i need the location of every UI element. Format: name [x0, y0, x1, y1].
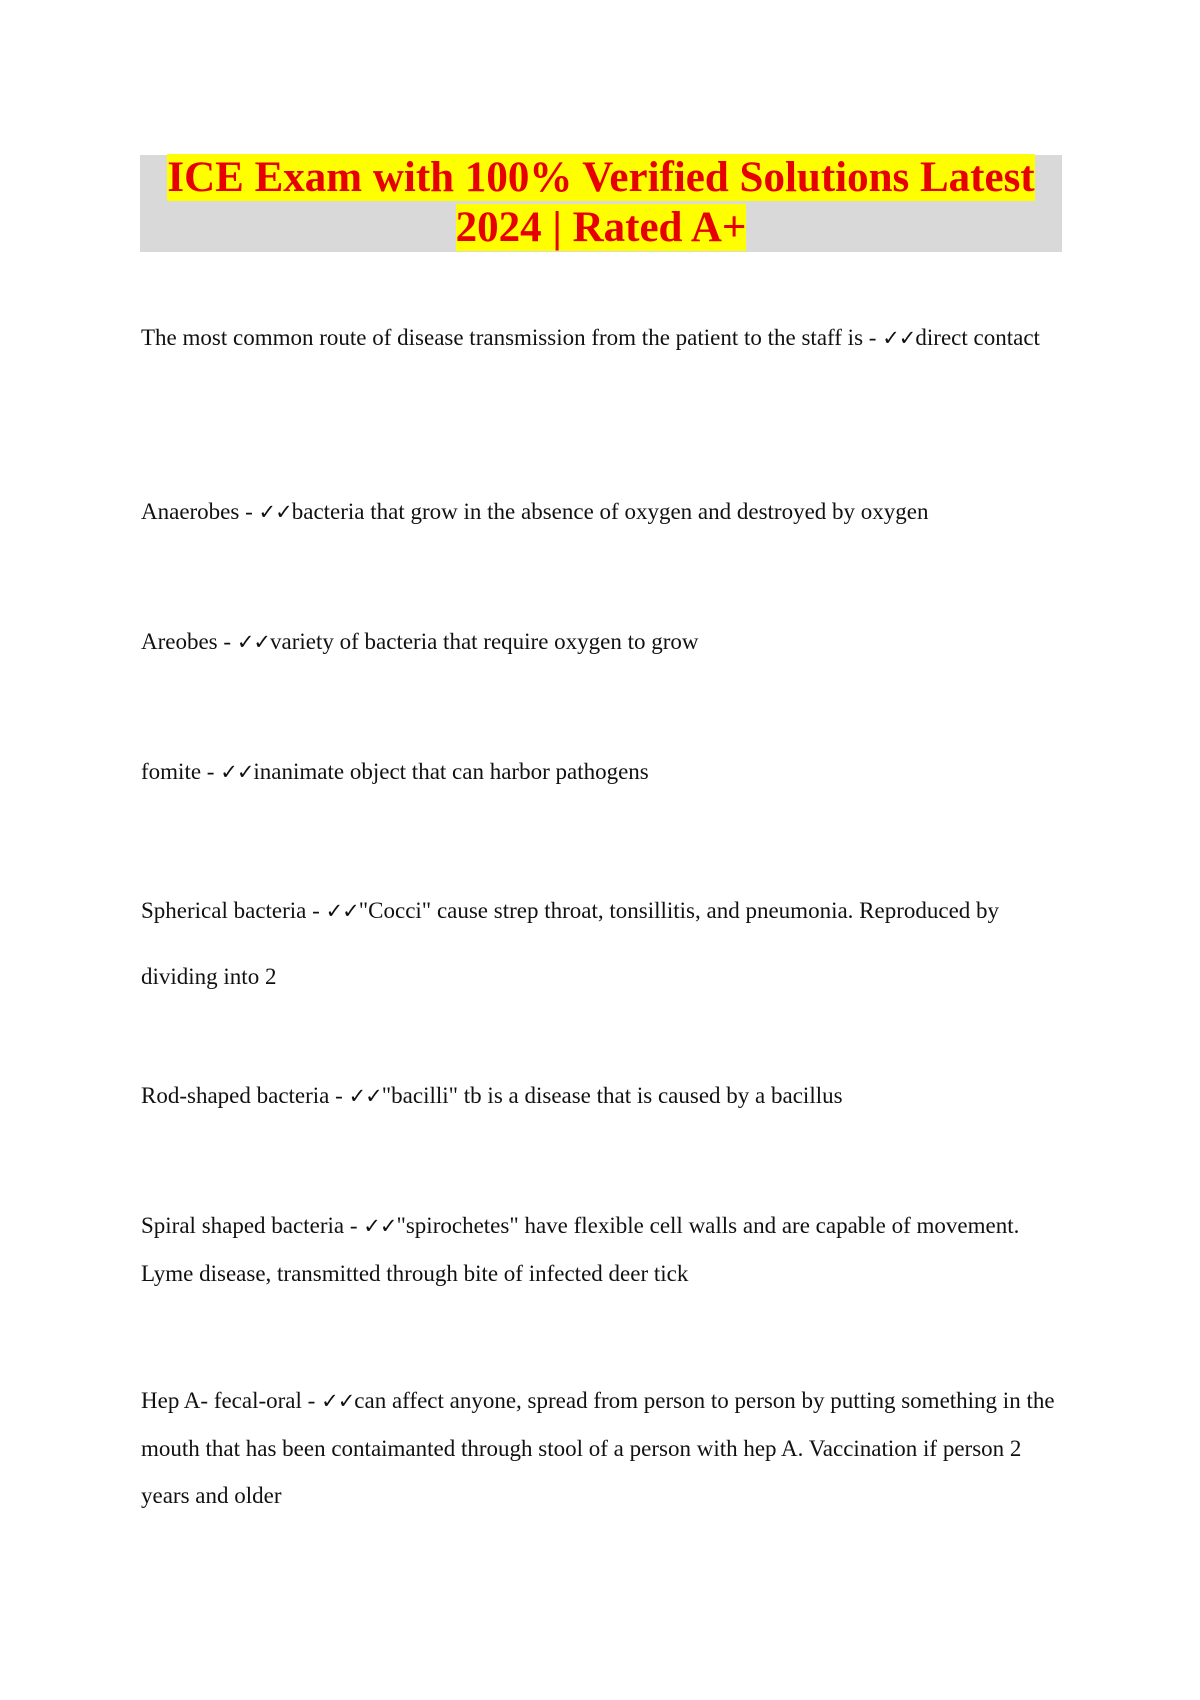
qa-term: Spiral shaped bacteria — [141, 1213, 345, 1238]
qa-answer: "bacilli" tb is a disease that is caused by a bacillus — [381, 1083, 843, 1108]
qa-entry — [141, 1202, 1061, 1297]
double-check-icon: ✓✓ — [258, 500, 292, 524]
qa-entry — [141, 878, 1061, 1009]
qa-answer: inanimate object that can harbor pathogens — [253, 759, 649, 784]
qa-entry — [141, 1072, 1061, 1120]
qa-term: Anaerobes — [141, 499, 240, 524]
qa-separator: - — [239, 499, 259, 524]
qa-term: fomite — [141, 759, 202, 784]
qa-separator: - — [217, 629, 237, 654]
qa-separator: - — [201, 759, 221, 784]
double-check-icon: ✓✓ — [220, 760, 254, 784]
double-check-icon: ✓✓ — [325, 899, 359, 923]
title-band — [140, 155, 1062, 252]
qa-answer: "Cocci" cause strep throat, tonsillitis, and pneumonia. Reproduced by dividing into 2 — [141, 898, 1000, 989]
qa-separator: - — [329, 1083, 349, 1108]
qa-answer: "spirochetes" have flexible cell walls and are capable of movement. Lyme disease, transmitted through bite of infected deer tick — [141, 1213, 1020, 1286]
qa-answer: direct contact — [915, 325, 1040, 350]
qa-answer: variety of bacteria that require oxygen to grow — [270, 629, 699, 654]
qa-answer: bacteria that grow in the absence of oxygen and destroyed by oxygen — [291, 499, 929, 524]
qa-entry — [141, 1377, 1061, 1519]
qa-term: Rod-shaped bacteria — [141, 1083, 330, 1108]
qa-entry — [141, 748, 1061, 796]
double-check-icon: ✓✓ — [363, 1214, 397, 1238]
double-check-icon: ✓✓ — [321, 1389, 355, 1413]
qa-separator: - — [344, 1213, 364, 1238]
double-check-icon: ✓✓ — [236, 630, 271, 654]
qa-entry — [141, 618, 1061, 666]
double-check-icon: ✓✓ — [882, 326, 916, 350]
qa-entry — [141, 314, 1061, 362]
qa-term: The most common route of disease transmission from the patient to the staff is — [141, 325, 864, 350]
qa-answer: can affect anyone, spread from person to person by putting something in the mouth that has been contaimanted through stool of a person with hep A. Vaccination if person 2 years and older — [141, 1388, 1055, 1508]
double-check-icon: ✓✓ — [348, 1084, 382, 1108]
qa-term: Areobes — [141, 629, 218, 654]
qa-term: Hep A- fecal-oral — [141, 1388, 302, 1413]
qa-separator: - — [301, 1388, 322, 1413]
qa-term: Spherical bacteria — [141, 898, 307, 923]
qa-entry — [141, 488, 1061, 536]
qa-separator: - — [306, 898, 326, 923]
page-title: ICE Exam with 100% Verified Solutions Latest 2024 | Rated A+ — [167, 154, 1035, 251]
qa-separator: - — [863, 325, 883, 350]
